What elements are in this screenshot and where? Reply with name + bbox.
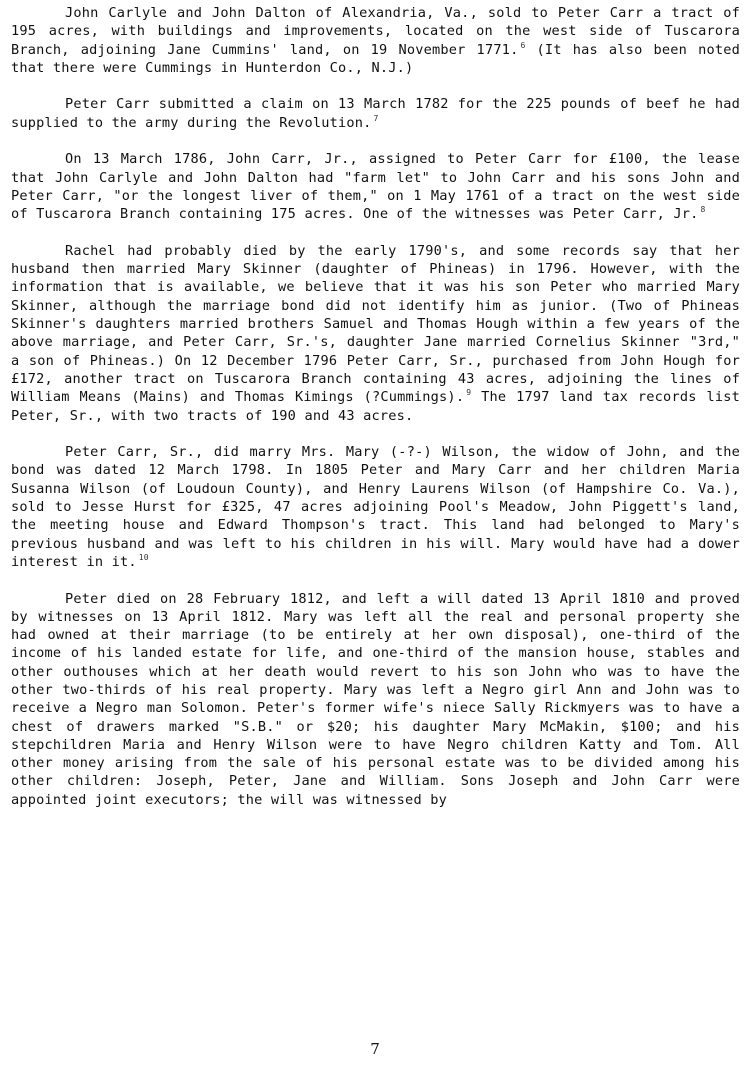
paragraph-wilson-marriage	[11, 443, 740, 571]
footnote-marker: 8	[700, 205, 706, 215]
paragraph-text: John Carlyle and John Dalton of Alexandria, Va., sold to Peter Carr a tract of 195 acres, with buildings and improvements, located on the west side of Tuscarora Branch, adjoining Jane Cummins' land, on 19 November 1771.	[11, 5, 740, 58]
paragraph-text: Rachel had probably died by the early 1790's, and some records say that her husband then married Mary Skinner (daughter of Phineas) in 1796. However, with the information that is available, we believe that it was his son Peter who married Mary Skinner, although the marriage bond did not identify him as junior. (Two of Phineas Skinner's daughters married brothers Samuel and Thomas Hough within a few years of the above marriage, and Peter Carr, Sr.'s, daughter Jane married Cornelius Skinner "3rd," a son of Phineas.) On 12 December 1796 Peter Carr, Sr., purchased from John Hough for £172, another tract on Tuscarora Branch containing 43 acres, adjoining the lines of William Means (Mains) and Thomas Kimings (?Cummings).	[11, 242, 740, 406]
paragraph-peter-will	[11, 590, 740, 810]
footnote-marker: 9	[466, 388, 472, 398]
paragraph-text: On 13 March 1786, John Carr, Jr., assigned to Peter Carr for £100, the lease that John Carlyle and John Dalton had "farm let" to John Carr and his sons John and Peter Carr, "or the longest liver of them," on 1 May 1761 of a tract on the west side of Tuscarora Branch containing 175 acres. One of the witnesses was Peter Carr, Jr.	[11, 151, 740, 223]
paragraph-text: Peter Carr submitted a claim on 13 March 1782 for the 225 pounds of beef he had supplied to the army during the Revolution.	[11, 96, 740, 131]
paragraph-text: Peter died on 28 February 1812, and left a will dated 13 April 1810 and proved by witnesses on 13 April 1812. Mary was left all the real and personal property she had owned at their marriage (to be entirely at her own disposal), one-third of the income of his landed estate for life, and one-third of the mansion house, stables and other outhouses which at her death would revert to his son John who was to have the other two-thirds of his real property. Mary was left a Negro girl Ann and John was to receive a Negro man Solomon. Peter's former wife's niece Sally Rickmyers was to have a chest of drawers marked "S.B." or $20; his daughter Mary McMakin, $100; and his stepchildren Maria and Henry Wilson were to have Negro children Katty and Tom. All other money arising from the sale of his personal estate was to be divided among his other children: Joseph, Peter, Jane and William. Sons Joseph and John Carr were appointed joint executors; the will was witnessed by	[11, 590, 740, 808]
footnote-marker: 10	[138, 552, 149, 562]
paragraph-text: Peter Carr, Sr., did marry Mrs. Mary (-?-) Wilson, the widow of John, and the bond was dated 12 March 1798. In 1805 Peter and Mary Carr and her children Maria Susanna Wilson (of Loudoun County), and Henry Laurens Wilson (of Hampshire Co. Va.), sold to Jesse Hurst for £325, 47 acres adjoining Pool's Meadow, John Piggett's land, the meeting house and Edward Thompson's tract. This land had belonged to Mary's previous husband and was left to his children in his will. Mary would have had a dower interest in it.	[11, 444, 740, 570]
page-number: 7	[370, 1040, 380, 1058]
paragraph-text-continued: (It has also been noted that there were Cummings in Hunterdon Co., N.J.)	[11, 41, 740, 76]
paragraph-carlyle-dalton-sale	[11, 4, 740, 77]
footnote-marker: 7	[373, 113, 379, 123]
paragraph-rachel-skinner	[11, 242, 740, 425]
paragraph-beef-claim	[11, 95, 740, 132]
paragraph-text-continued: The 1797 land tax records list Peter, Sr., with two tracts of 190 and 43 acres.	[11, 389, 740, 424]
paragraph-lease-assignment	[11, 150, 740, 223]
footnote-marker: 6	[520, 40, 526, 50]
